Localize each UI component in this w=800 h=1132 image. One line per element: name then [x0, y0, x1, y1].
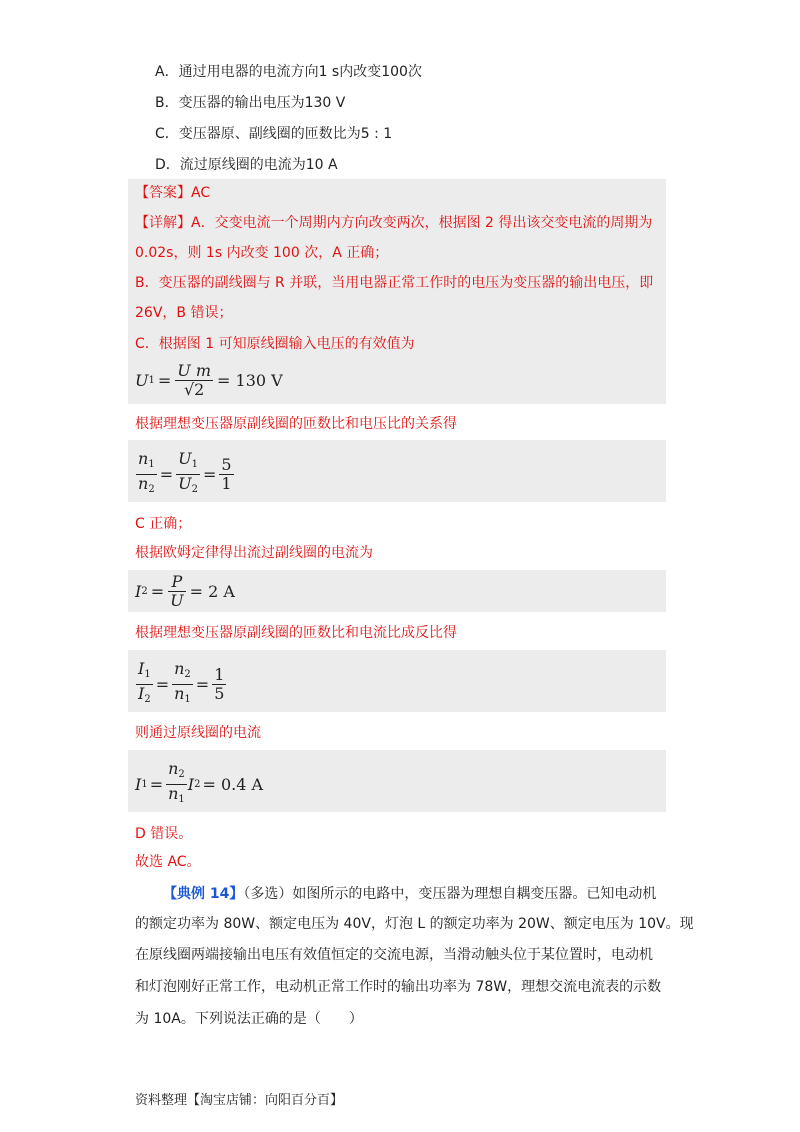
option-c: C．变压器原、副线圈的匝数比为5 : 1 — [155, 126, 393, 142]
formula-4-num: 1 — [214, 665, 225, 684]
formula-3-fraction — [168, 573, 185, 610]
formula-1-result: = 130 V — [217, 371, 283, 390]
formula-5-result: = 0.4 A — [202, 775, 264, 794]
formula-4-n2: n — [174, 659, 185, 678]
footer-source: 资料整理【淘宝店铺：向阳百分百】 — [135, 1093, 344, 1108]
current-ratio-text: 根据理想变压器原副线圈的匝数比和电流比成反比得 — [135, 625, 457, 641]
formula-3-result: = 2 A — [189, 582, 235, 601]
primary-current-text: 则通过原线圈的电流 — [135, 725, 261, 741]
formula-1-fraction — [175, 362, 213, 399]
formula-turns-voltage-ratio: $\frac{n_1}{n_2}$ = $\frac{U_1}{U_2}$ = $\frac{5}{1}$ — [135, 450, 235, 499]
example-line-1-text: （多选）如图所示的电路中，变压器为理想自耦变压器。已知电动机 — [243, 886, 657, 902]
turns-ratio-text: 根据理想变压器原副线圈的匝数比和电压比的关系得 — [135, 416, 457, 432]
option-a: A．通过用电器的电流方向1 s内改变100次 — [155, 64, 422, 80]
detail-line-4: 26V，B 错误； — [135, 305, 233, 321]
option-d: D．流过原线圈的电流为10 A — [155, 157, 338, 173]
formula-1-denominator: √2 — [183, 380, 205, 399]
formula-4-frac-i: $\frac{I_1}{I_2}$ — [138, 659, 151, 705]
formula-4-i2: I — [138, 684, 145, 703]
formula-2-num: 5 — [221, 455, 232, 474]
example-line-4: 和灯泡刚好正常工作，电动机正常工作时的输出功率为 78W，理想交流电流表的示数 — [135, 979, 662, 995]
d-wrong: D 错误。 — [135, 826, 193, 842]
formula-1-lhs: U — [135, 371, 149, 390]
detail-line-5: C．根据图 1 可知原线圈输入电压的有效值为 — [135, 336, 415, 352]
c-correct: C 正确； — [135, 516, 192, 532]
formula-2-n1: n — [138, 449, 149, 468]
detail-line-1: 【详解】A．交变电流一个周期内方向改变两次，根据图 2 得出该交变电流的周期为 — [135, 215, 653, 231]
formula-4-den: 5 — [214, 684, 225, 703]
formula-3-den: U — [170, 591, 184, 610]
formula-2-frac-n: $\frac{n_1}{n_2}$ — [138, 449, 155, 495]
formula-secondary-current: I 2 = $\frac{P}{U}$ = 2 A — [135, 572, 235, 610]
formula-4-i1: I — [138, 659, 145, 678]
formula-2-u1: U — [178, 449, 192, 468]
formula-1-numerator: U m — [177, 361, 212, 380]
detail-line-3: B．变压器的副线圈与 R 并联，当用电器正常工作时的电压为变压器的输出电压，即 — [135, 275, 654, 291]
choose-answer: 故选 AC。 — [135, 854, 201, 870]
formula-4-frac-n: $\frac{n_2}{n_1}$ — [174, 659, 191, 705]
example-line-1 — [163, 884, 656, 904]
ohm-text: 根据欧姆定律得出流过副线圈的电流为 — [135, 545, 373, 561]
formula-primary-current: I 1 = $\frac{n_2}{n_1}$ I 2 = 0.4 A — [135, 760, 263, 809]
example-tag: 【典例 14】 — [163, 886, 244, 902]
formula-5-frac: $\frac{n_2}{n_1}$ — [168, 759, 185, 805]
formula-4-n1: n — [174, 684, 185, 703]
formula-1-lhs-sub: 1 — [148, 375, 155, 386]
example-line-3: 在原线圈两端接输出电压有效值恒定的交流电源，当滑动触头位于某位置时，电动机 — [135, 947, 653, 963]
detail-line-2: 0.02s，则 1s 内改变 100 次，A 正确； — [135, 245, 389, 261]
formula-2-frac-result — [219, 456, 233, 493]
formula-2-u2: U — [178, 474, 192, 493]
formula-3-lhs: I — [135, 582, 142, 601]
example-line-2: 的额定功率为 80W、额定电压为 40V，灯泡 L 的额定功率为 20W、额定电压为 10V。现 — [135, 916, 694, 932]
formula-effective-voltage: U 1 = $\frac{\text{U m}}{√2}$ = 130 V — [135, 361, 283, 399]
formula-3-num: P — [168, 573, 185, 592]
example-line-5: 为 10A。下列说法正确的是（ ） — [135, 1011, 363, 1027]
option-b: B．变压器的输出电压为130 V — [155, 95, 346, 111]
formula-2-den: 1 — [221, 474, 232, 493]
formula-2-frac-u: $\frac{U_1}{U_2}$ — [178, 449, 198, 495]
answer-label: 【答案】AC — [135, 185, 211, 201]
formula-current-turns-ratio: $\frac{I_1}{I_2}$ = $\frac{n_2}{n_1}$ = $\frac{1}{5}$ — [135, 660, 227, 709]
formula-4-frac-result — [212, 666, 226, 703]
formula-2-n2: n — [138, 474, 149, 493]
